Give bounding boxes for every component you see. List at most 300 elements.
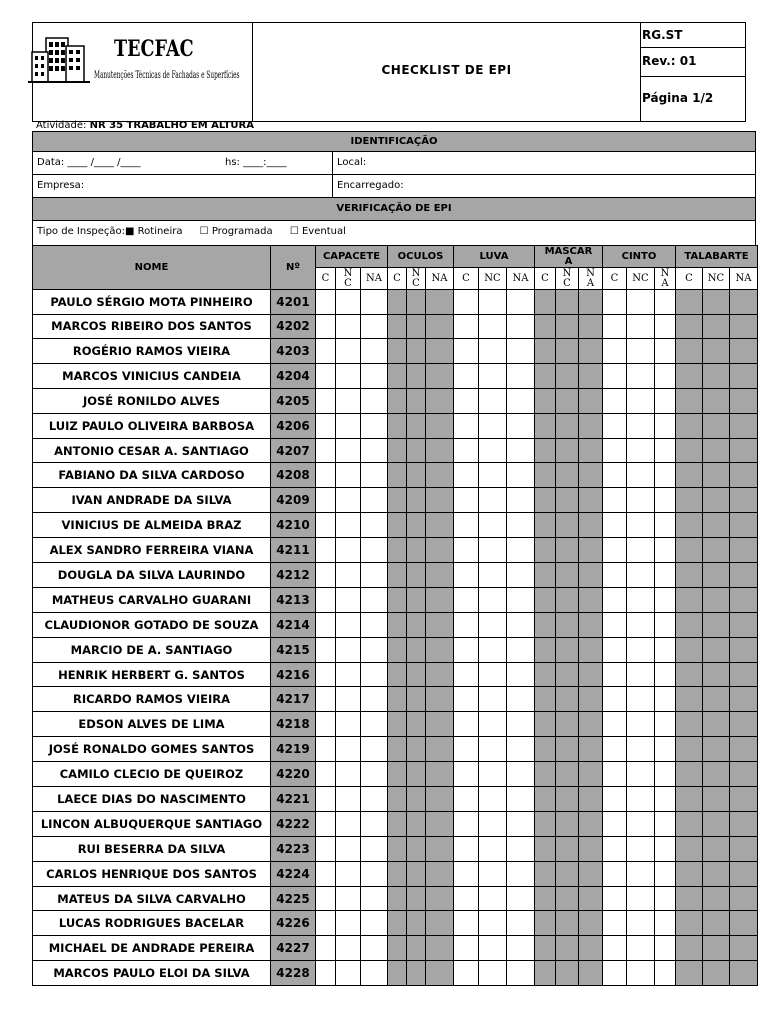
capacete-nc-cell[interactable] <box>336 363 361 388</box>
oculos-nc-cell[interactable] <box>407 314 426 339</box>
mascara-c-cell[interactable] <box>535 587 556 612</box>
mascara-na-cell[interactable] <box>579 363 603 388</box>
capacete-na-cell[interactable] <box>361 662 388 687</box>
luva-na-cell[interactable] <box>507 861 535 886</box>
luva-na-cell[interactable] <box>507 836 535 861</box>
oculos-na-cell[interactable] <box>426 737 454 762</box>
luva-na-cell[interactable] <box>507 961 535 986</box>
talabarte-na-cell[interactable] <box>730 563 758 588</box>
luva-na-cell[interactable] <box>507 290 535 315</box>
talabarte-nc-cell[interactable] <box>703 762 730 787</box>
talabarte-na-cell[interactable] <box>730 290 758 315</box>
talabarte-c-cell[interactable] <box>676 936 703 961</box>
cinto-na-cell[interactable] <box>655 513 676 538</box>
mascara-nc-cell[interactable] <box>556 787 579 812</box>
oculos-nc-cell[interactable] <box>407 811 426 836</box>
mascara-c-cell[interactable] <box>535 413 556 438</box>
mascara-na-cell[interactable] <box>579 787 603 812</box>
mascara-c-cell[interactable] <box>535 388 556 413</box>
luva-nc-cell[interactable] <box>479 637 507 662</box>
cinto-na-cell[interactable] <box>655 662 676 687</box>
capacete-c-cell[interactable] <box>316 787 336 812</box>
mascara-c-cell[interactable] <box>535 637 556 662</box>
cinto-na-cell[interactable] <box>655 290 676 315</box>
talabarte-na-cell[interactable] <box>730 612 758 637</box>
luva-c-cell[interactable] <box>454 438 479 463</box>
oculos-na-cell[interactable] <box>426 563 454 588</box>
mascara-na-cell[interactable] <box>579 563 603 588</box>
capacete-c-cell[interactable] <box>316 413 336 438</box>
luva-c-cell[interactable] <box>454 762 479 787</box>
mascara-na-cell[interactable] <box>579 612 603 637</box>
talabarte-c-cell[interactable] <box>676 488 703 513</box>
capacete-nc-cell[interactable] <box>336 712 361 737</box>
oculos-c-cell[interactable] <box>388 886 407 911</box>
place-field[interactable]: Local: <box>337 157 367 168</box>
capacete-nc-cell[interactable] <box>336 737 361 762</box>
mascara-nc-cell[interactable] <box>556 861 579 886</box>
luva-nc-cell[interactable] <box>479 463 507 488</box>
oculos-nc-cell[interactable] <box>407 637 426 662</box>
capacete-na-cell[interactable] <box>361 911 388 936</box>
cinto-na-cell[interactable] <box>655 936 676 961</box>
company-field[interactable]: Empresa: <box>37 180 85 191</box>
cinto-nc-cell[interactable] <box>627 662 655 687</box>
oculos-c-cell[interactable] <box>388 438 407 463</box>
oculos-nc-cell[interactable] <box>407 762 426 787</box>
oculos-na-cell[interactable] <box>426 587 454 612</box>
oculos-nc-cell[interactable] <box>407 861 426 886</box>
oculos-c-cell[interactable] <box>388 488 407 513</box>
luva-na-cell[interactable] <box>507 886 535 911</box>
capacete-c-cell[interactable] <box>316 836 336 861</box>
luva-nc-cell[interactable] <box>479 388 507 413</box>
mascara-nc-cell[interactable] <box>556 488 579 513</box>
cinto-na-cell[interactable] <box>655 612 676 637</box>
capacete-c-cell[interactable] <box>316 587 336 612</box>
capacete-nc-cell[interactable] <box>336 538 361 563</box>
mascara-nc-cell[interactable] <box>556 538 579 563</box>
oculos-nc-cell[interactable] <box>407 886 426 911</box>
mascara-c-cell[interactable] <box>535 936 556 961</box>
mascara-na-cell[interactable] <box>579 314 603 339</box>
capacete-nc-cell[interactable] <box>336 413 361 438</box>
talabarte-nc-cell[interactable] <box>703 438 730 463</box>
talabarte-nc-cell[interactable] <box>703 339 730 364</box>
mascara-na-cell[interactable] <box>579 290 603 315</box>
foreman-field[interactable]: Encarregado: <box>337 180 404 191</box>
talabarte-c-cell[interactable] <box>676 413 703 438</box>
talabarte-nc-cell[interactable] <box>703 413 730 438</box>
talabarte-c-cell[interactable] <box>676 961 703 986</box>
talabarte-nc-cell[interactable] <box>703 961 730 986</box>
cinto-c-cell[interactable] <box>603 811 627 836</box>
mascara-c-cell[interactable] <box>535 612 556 637</box>
luva-c-cell[interactable] <box>454 587 479 612</box>
luva-c-cell[interactable] <box>454 886 479 911</box>
capacete-na-cell[interactable] <box>361 339 388 364</box>
mascara-nc-cell[interactable] <box>556 961 579 986</box>
luva-na-cell[interactable] <box>507 538 535 563</box>
cinto-na-cell[interactable] <box>655 737 676 762</box>
capacete-c-cell[interactable] <box>316 961 336 986</box>
talabarte-na-cell[interactable] <box>730 712 758 737</box>
luva-na-cell[interactable] <box>507 339 535 364</box>
capacete-na-cell[interactable] <box>361 513 388 538</box>
cinto-na-cell[interactable] <box>655 961 676 986</box>
capacete-c-cell[interactable] <box>316 463 336 488</box>
capacete-na-cell[interactable] <box>361 737 388 762</box>
mascara-nc-cell[interactable] <box>556 388 579 413</box>
capacete-na-cell[interactable] <box>361 488 388 513</box>
oculos-nc-cell[interactable] <box>407 612 426 637</box>
mascara-c-cell[interactable] <box>535 438 556 463</box>
capacete-na-cell[interactable] <box>361 637 388 662</box>
luva-na-cell[interactable] <box>507 413 535 438</box>
capacete-na-cell[interactable] <box>361 587 388 612</box>
capacete-na-cell[interactable] <box>361 861 388 886</box>
capacete-c-cell[interactable] <box>316 538 336 563</box>
cinto-nc-cell[interactable] <box>627 563 655 588</box>
luva-nc-cell[interactable] <box>479 811 507 836</box>
oculos-c-cell[interactable] <box>388 737 407 762</box>
mascara-na-cell[interactable] <box>579 463 603 488</box>
capacete-na-cell[interactable] <box>361 712 388 737</box>
cinto-c-cell[interactable] <box>603 339 627 364</box>
mascara-nc-cell[interactable] <box>556 290 579 315</box>
talabarte-c-cell[interactable] <box>676 538 703 563</box>
luva-c-cell[interactable] <box>454 712 479 737</box>
capacete-na-cell[interactable] <box>361 787 388 812</box>
cinto-nc-cell[interactable] <box>627 314 655 339</box>
mascara-na-cell[interactable] <box>579 513 603 538</box>
capacete-na-cell[interactable] <box>361 687 388 712</box>
talabarte-nc-cell[interactable] <box>703 737 730 762</box>
capacete-nc-cell[interactable] <box>336 513 361 538</box>
mascara-c-cell[interactable] <box>535 463 556 488</box>
talabarte-na-cell[interactable] <box>730 911 758 936</box>
luva-c-cell[interactable] <box>454 961 479 986</box>
oculos-na-cell[interactable] <box>426 513 454 538</box>
luva-na-cell[interactable] <box>507 662 535 687</box>
talabarte-na-cell[interactable] <box>730 737 758 762</box>
oculos-nc-cell[interactable] <box>407 936 426 961</box>
cinto-na-cell[interactable] <box>655 687 676 712</box>
oculos-c-cell[interactable] <box>388 363 407 388</box>
oculos-c-cell[interactable] <box>388 587 407 612</box>
mascara-c-cell[interactable] <box>535 290 556 315</box>
oculos-c-cell[interactable] <box>388 413 407 438</box>
talabarte-na-cell[interactable] <box>730 314 758 339</box>
mascara-na-cell[interactable] <box>579 488 603 513</box>
talabarte-c-cell[interactable] <box>676 290 703 315</box>
mascara-na-cell[interactable] <box>579 438 603 463</box>
capacete-c-cell[interactable] <box>316 861 336 886</box>
oculos-na-cell[interactable] <box>426 861 454 886</box>
luva-na-cell[interactable] <box>507 314 535 339</box>
talabarte-na-cell[interactable] <box>730 513 758 538</box>
oculos-na-cell[interactable] <box>426 488 454 513</box>
talabarte-c-cell[interactable] <box>676 438 703 463</box>
capacete-c-cell[interactable] <box>316 612 336 637</box>
oculos-nc-cell[interactable] <box>407 488 426 513</box>
mascara-nc-cell[interactable] <box>556 762 579 787</box>
talabarte-nc-cell[interactable] <box>703 787 730 812</box>
capacete-nc-cell[interactable] <box>336 861 361 886</box>
luva-na-cell[interactable] <box>507 712 535 737</box>
oculos-na-cell[interactable] <box>426 836 454 861</box>
capacete-nc-cell[interactable] <box>336 438 361 463</box>
mascara-na-cell[interactable] <box>579 936 603 961</box>
luva-nc-cell[interactable] <box>479 961 507 986</box>
capacete-nc-cell[interactable] <box>336 290 361 315</box>
mascara-c-cell[interactable] <box>535 886 556 911</box>
oculos-na-cell[interactable] <box>426 936 454 961</box>
talabarte-nc-cell[interactable] <box>703 388 730 413</box>
luva-nc-cell[interactable] <box>479 712 507 737</box>
luva-c-cell[interactable] <box>454 513 479 538</box>
capacete-nc-cell[interactable] <box>336 787 361 812</box>
talabarte-na-cell[interactable] <box>730 388 758 413</box>
option-routine-checkbox[interactable]: ■ <box>125 226 135 237</box>
talabarte-na-cell[interactable] <box>730 463 758 488</box>
cinto-na-cell[interactable] <box>655 538 676 563</box>
talabarte-c-cell[interactable] <box>676 712 703 737</box>
capacete-c-cell[interactable] <box>316 488 336 513</box>
cinto-c-cell[interactable] <box>603 488 627 513</box>
luva-nc-cell[interactable] <box>479 513 507 538</box>
capacete-c-cell[interactable] <box>316 314 336 339</box>
talabarte-c-cell[interactable] <box>676 662 703 687</box>
cinto-nc-cell[interactable] <box>627 762 655 787</box>
oculos-c-cell[interactable] <box>388 563 407 588</box>
cinto-c-cell[interactable] <box>603 563 627 588</box>
talabarte-c-cell[interactable] <box>676 637 703 662</box>
mascara-c-cell[interactable] <box>535 662 556 687</box>
mascara-na-cell[interactable] <box>579 712 603 737</box>
oculos-na-cell[interactable] <box>426 290 454 315</box>
oculos-c-cell[interactable] <box>388 911 407 936</box>
luva-na-cell[interactable] <box>507 737 535 762</box>
mascara-nc-cell[interactable] <box>556 314 579 339</box>
talabarte-nc-cell[interactable] <box>703 363 730 388</box>
oculos-c-cell[interactable] <box>388 861 407 886</box>
talabarte-c-cell[interactable] <box>676 339 703 364</box>
talabarte-na-cell[interactable] <box>730 438 758 463</box>
mascara-c-cell[interactable] <box>535 712 556 737</box>
oculos-na-cell[interactable] <box>426 687 454 712</box>
luva-nc-cell[interactable] <box>479 612 507 637</box>
cinto-nc-cell[interactable] <box>627 388 655 413</box>
oculos-nc-cell[interactable] <box>407 787 426 812</box>
capacete-na-cell[interactable] <box>361 836 388 861</box>
talabarte-c-cell[interactable] <box>676 612 703 637</box>
mascara-na-cell[interactable] <box>579 836 603 861</box>
cinto-na-cell[interactable] <box>655 762 676 787</box>
oculos-na-cell[interactable] <box>426 363 454 388</box>
capacete-nc-cell[interactable] <box>336 886 361 911</box>
mascara-c-cell[interactable] <box>535 363 556 388</box>
capacete-c-cell[interactable] <box>316 712 336 737</box>
oculos-c-cell[interactable] <box>388 836 407 861</box>
capacete-c-cell[interactable] <box>316 290 336 315</box>
talabarte-na-cell[interactable] <box>730 787 758 812</box>
oculos-c-cell[interactable] <box>388 961 407 986</box>
mascara-nc-cell[interactable] <box>556 811 579 836</box>
talabarte-na-cell[interactable] <box>730 936 758 961</box>
mascara-c-cell[interactable] <box>535 762 556 787</box>
oculos-nc-cell[interactable] <box>407 438 426 463</box>
talabarte-na-cell[interactable] <box>730 861 758 886</box>
cinto-na-cell[interactable] <box>655 587 676 612</box>
oculos-na-cell[interactable] <box>426 339 454 364</box>
oculos-c-cell[interactable] <box>388 762 407 787</box>
mascara-nc-cell[interactable] <box>556 463 579 488</box>
oculos-c-cell[interactable] <box>388 388 407 413</box>
cinto-c-cell[interactable] <box>603 861 627 886</box>
capacete-nc-cell[interactable] <box>336 612 361 637</box>
cinto-na-cell[interactable] <box>655 886 676 911</box>
capacete-na-cell[interactable] <box>361 290 388 315</box>
talabarte-nc-cell[interactable] <box>703 687 730 712</box>
cinto-na-cell[interactable] <box>655 861 676 886</box>
talabarte-nc-cell[interactable] <box>703 861 730 886</box>
mascara-na-cell[interactable] <box>579 637 603 662</box>
mascara-na-cell[interactable] <box>579 911 603 936</box>
cinto-c-cell[interactable] <box>603 314 627 339</box>
talabarte-na-cell[interactable] <box>730 687 758 712</box>
mascara-na-cell[interactable] <box>579 861 603 886</box>
luva-nc-cell[interactable] <box>479 687 507 712</box>
oculos-nc-cell[interactable] <box>407 687 426 712</box>
cinto-c-cell[interactable] <box>603 612 627 637</box>
talabarte-nc-cell[interactable] <box>703 637 730 662</box>
luva-nc-cell[interactable] <box>479 314 507 339</box>
capacete-nc-cell[interactable] <box>336 488 361 513</box>
mascara-nc-cell[interactable] <box>556 413 579 438</box>
cinto-nc-cell[interactable] <box>627 438 655 463</box>
luva-c-cell[interactable] <box>454 463 479 488</box>
talabarte-na-cell[interactable] <box>730 538 758 563</box>
cinto-c-cell[interactable] <box>603 687 627 712</box>
talabarte-na-cell[interactable] <box>730 811 758 836</box>
luva-nc-cell[interactable] <box>479 339 507 364</box>
cinto-nc-cell[interactable] <box>627 612 655 637</box>
luva-nc-cell[interactable] <box>479 936 507 961</box>
capacete-nc-cell[interactable] <box>336 662 361 687</box>
talabarte-nc-cell[interactable] <box>703 488 730 513</box>
cinto-nc-cell[interactable] <box>627 488 655 513</box>
oculos-nc-cell[interactable] <box>407 463 426 488</box>
capacete-na-cell[interactable] <box>361 886 388 911</box>
mascara-c-cell[interactable] <box>535 861 556 886</box>
mascara-na-cell[interactable] <box>579 662 603 687</box>
talabarte-na-cell[interactable] <box>730 886 758 911</box>
luva-na-cell[interactable] <box>507 513 535 538</box>
talabarte-c-cell[interactable] <box>676 463 703 488</box>
luva-nc-cell[interactable] <box>479 363 507 388</box>
mascara-na-cell[interactable] <box>579 811 603 836</box>
oculos-nc-cell[interactable] <box>407 961 426 986</box>
talabarte-na-cell[interactable] <box>730 961 758 986</box>
capacete-c-cell[interactable] <box>316 563 336 588</box>
mascara-na-cell[interactable] <box>579 687 603 712</box>
luva-nc-cell[interactable] <box>479 861 507 886</box>
mascara-nc-cell[interactable] <box>556 587 579 612</box>
oculos-c-cell[interactable] <box>388 662 407 687</box>
luva-nc-cell[interactable] <box>479 737 507 762</box>
cinto-nc-cell[interactable] <box>627 587 655 612</box>
luva-na-cell[interactable] <box>507 911 535 936</box>
cinto-na-cell[interactable] <box>655 438 676 463</box>
luva-na-cell[interactable] <box>507 762 535 787</box>
mascara-nc-cell[interactable] <box>556 438 579 463</box>
cinto-na-cell[interactable] <box>655 563 676 588</box>
cinto-nc-cell[interactable] <box>627 911 655 936</box>
oculos-nc-cell[interactable] <box>407 563 426 588</box>
mascara-c-cell[interactable] <box>535 513 556 538</box>
luva-c-cell[interactable] <box>454 687 479 712</box>
oculos-c-cell[interactable] <box>388 787 407 812</box>
talabarte-nc-cell[interactable] <box>703 314 730 339</box>
talabarte-c-cell[interactable] <box>676 737 703 762</box>
talabarte-nc-cell[interactable] <box>703 712 730 737</box>
mascara-c-cell[interactable] <box>535 811 556 836</box>
oculos-na-cell[interactable] <box>426 662 454 687</box>
capacete-nc-cell[interactable] <box>336 911 361 936</box>
luva-nc-cell[interactable] <box>479 563 507 588</box>
cinto-nc-cell[interactable] <box>627 413 655 438</box>
cinto-nc-cell[interactable] <box>627 339 655 364</box>
mascara-c-cell[interactable] <box>535 687 556 712</box>
capacete-nc-cell[interactable] <box>336 637 361 662</box>
cinto-c-cell[interactable] <box>603 961 627 986</box>
talabarte-na-cell[interactable] <box>730 637 758 662</box>
capacete-c-cell[interactable] <box>316 687 336 712</box>
luva-nc-cell[interactable] <box>479 587 507 612</box>
cinto-nc-cell[interactable] <box>627 737 655 762</box>
capacete-c-cell[interactable] <box>316 762 336 787</box>
luva-nc-cell[interactable] <box>479 488 507 513</box>
mascara-c-cell[interactable] <box>535 737 556 762</box>
cinto-nc-cell[interactable] <box>627 687 655 712</box>
oculos-c-cell[interactable] <box>388 538 407 563</box>
cinto-nc-cell[interactable] <box>627 936 655 961</box>
capacete-na-cell[interactable] <box>361 811 388 836</box>
talabarte-c-cell[interactable] <box>676 861 703 886</box>
cinto-c-cell[interactable] <box>603 737 627 762</box>
talabarte-c-cell[interactable] <box>676 587 703 612</box>
oculos-na-cell[interactable] <box>426 762 454 787</box>
capacete-na-cell[interactable] <box>361 363 388 388</box>
talabarte-c-cell[interactable] <box>676 363 703 388</box>
talabarte-c-cell[interactable] <box>676 388 703 413</box>
oculos-na-cell[interactable] <box>426 787 454 812</box>
cinto-nc-cell[interactable] <box>627 637 655 662</box>
luva-na-cell[interactable] <box>507 488 535 513</box>
luva-c-cell[interactable] <box>454 363 479 388</box>
cinto-nc-cell[interactable] <box>627 712 655 737</box>
cinto-na-cell[interactable] <box>655 811 676 836</box>
luva-c-cell[interactable] <box>454 538 479 563</box>
luva-c-cell[interactable] <box>454 488 479 513</box>
oculos-nc-cell[interactable] <box>407 836 426 861</box>
mascara-nc-cell[interactable] <box>556 662 579 687</box>
mascara-c-cell[interactable] <box>535 961 556 986</box>
cinto-na-cell[interactable] <box>655 413 676 438</box>
oculos-na-cell[interactable] <box>426 388 454 413</box>
cinto-c-cell[interactable] <box>603 637 627 662</box>
